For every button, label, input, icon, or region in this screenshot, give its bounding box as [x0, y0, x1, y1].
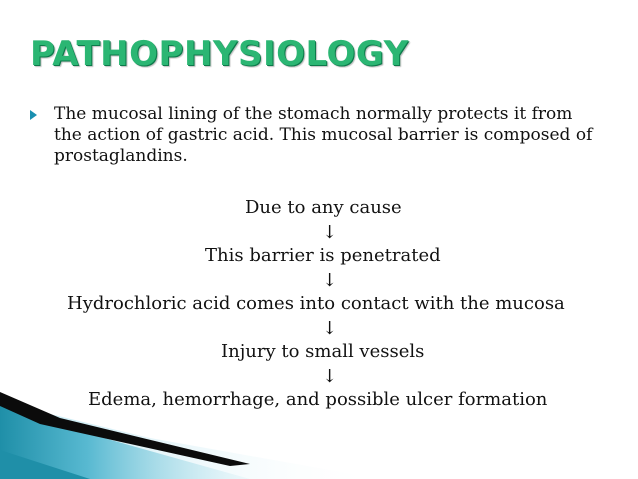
flow-step-vessel-injury: Injury to small vessels [221, 341, 425, 362]
flow-arrow-1: ↓ [322, 222, 338, 243]
bullet-arrow-icon [30, 110, 37, 120]
corner-swoosh-decoration [0, 380, 638, 479]
flow-step-outcome: Edema, hemorrhage, and possible ulcer formation [88, 389, 548, 410]
flow-arrow-4: ↓ [322, 366, 338, 387]
flow-arrow-2: ↓ [322, 270, 338, 291]
flow-step-cause: Due to any cause [245, 197, 402, 218]
slide-title: PATHOPHYSIOLOGY [30, 34, 409, 74]
flow-arrow-3: ↓ [322, 318, 338, 339]
flow-step-barrier: This barrier is penetrated [205, 245, 441, 266]
bullet-text: The mucosal lining of the stomach normally protects it from the action of gastric acid. This mucosal barrier is composed of prostaglandins. [54, 104, 593, 166]
flow-step-acid-contact: Hydrochloric acid comes into contact with the mucosa [67, 293, 565, 314]
